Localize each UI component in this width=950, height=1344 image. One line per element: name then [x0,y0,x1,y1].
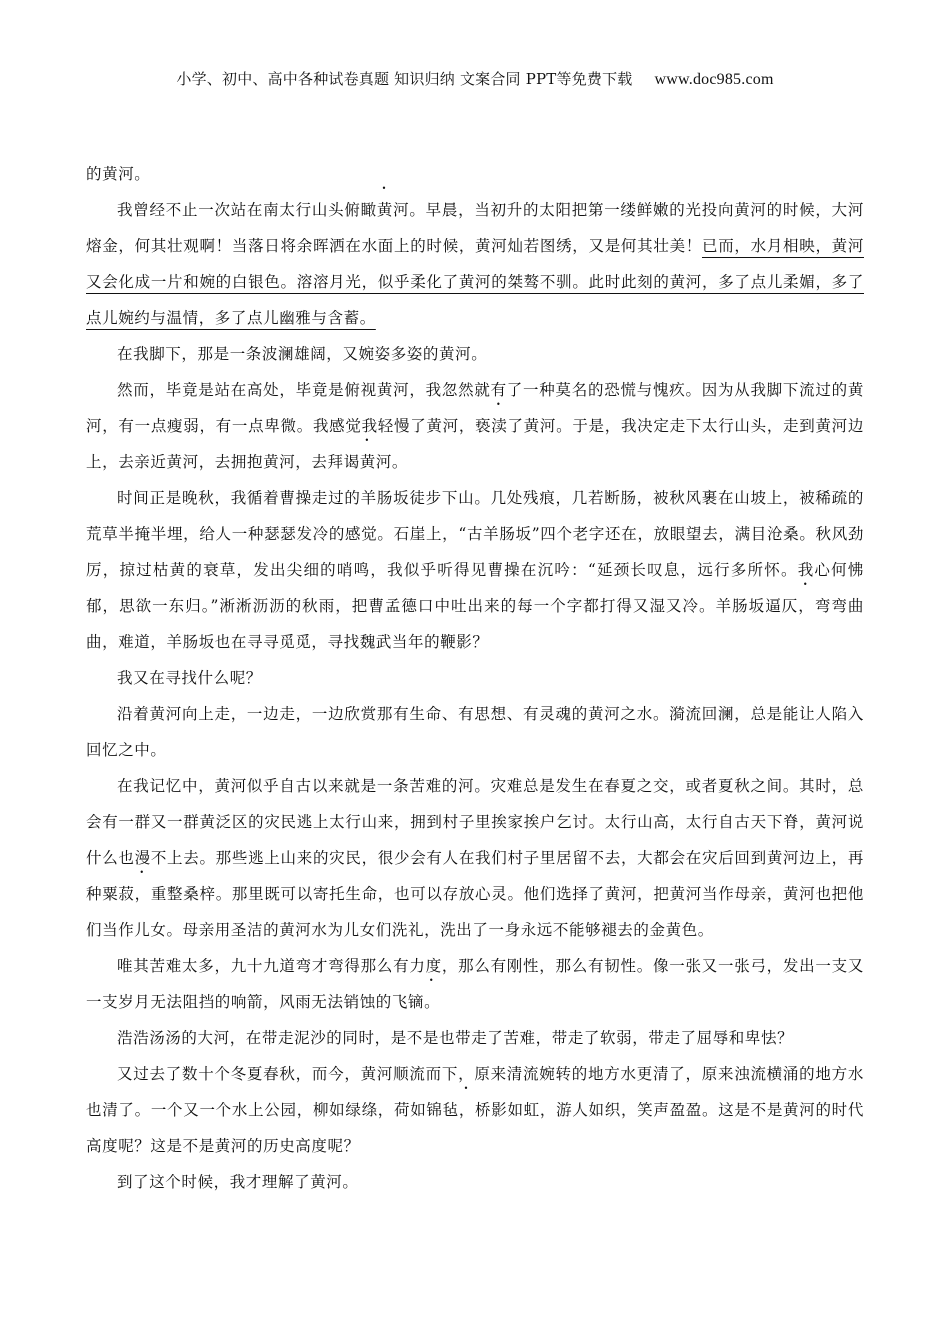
paragraph [86,156,864,192]
dotted-char: 镝 [408,993,425,1011]
dotted-char: 毡 [442,1101,459,1119]
paragraph-text: 黄河。 [359,453,409,471]
page-header [0,68,950,89]
paragraph-text: 然而，毕竟是站在高处，毕竟是俯视黄河，我忽然就有了一种莫名的恐慌与愧疚。因为从我脚下流过的黄河，有一点瘦弱，有一点卑微。我感觉我轻慢了黄河， [86,381,864,435]
paragraph-text: 我又在寻找什么呢？ [117,669,262,687]
paragraph [86,696,864,768]
paragraph-text: 时间正是晚秋，我循着曹操走过的羊肠坂徒步下山。几处残痕，几若断肠，被秋风裹在山坡上，被稀疏的荒草半掩半埋，给人一种瑟瑟发冷的感觉。石崖上，“古羊肠坂”四个老字还在，放眼望去，满目沧桑。秋风劲厉，掠过枯黄的衰草，发出尖细的哨鸣，我似乎听得见曹操在沉吟：“延颈长叹息，远行多所怀。我心何怫郁，思欲一东归。”淅淅沥沥的秋雨，把曹孟德口中吐出来的每一个字都打得又湿又冷。羊肠坂逼 [86,489,864,615]
paragraph [86,1056,864,1164]
paragraph-text: 在我记忆中，黄河似乎自古以来就是一条苦难的河。灾难总是发生在春夏之交，或者夏秋之间。其时，总会有一群又一群黄泛区的灾民逃上太行山来，拥到村子里挨家挨户乞讨。太行山高，太行自古天下脊，黄河说什么也漫不上去。那些逃上山来的灾民，很少会有人在我们村子里居留不去，大都会在灾后回到黄河边上，再种粟 [86,777,864,903]
paragraph-text: 黄河。早晨，当初升的太阳把第一缕鲜嫩的光投向黄河的时候，大河熔金，何其壮观啊！当落日将余晖洒在水面上的时候，黄河灿若图绣，又是何其壮美！ [86,201,864,255]
paragraph-text: 。 [424,993,441,1011]
paragraph-text: 浩浩汤汤的大河，在带走泥沙的同时，是不是也带走了苦难，带走了软弱，带走了屈辱和卑怯？ [117,1029,794,1047]
article-body [86,156,864,1200]
paragraph-text: 沿着黄河向上走，一边走，一边欣赏那有生命、有思想、有灵魂的黄河之水。漪流回澜，总是能让人陷入回忆之中。 [86,705,864,759]
paragraph-text: ，重整桑梓。那里既可以寄托生命，也可以存放心灵。他们选择了黄河，把黄河当作母亲，黄河也把他们当作儿女。母亲用圣洁的黄河水为儿女们洗礼，洗出了一身永远不能够褪去的金黄色。 [86,885,864,939]
paragraph-text: ，桥影如虹，游人如织，笑声盈盈。这是不是黄河的时代高度呢？这是不是黄河的历史高度呢？ [86,1101,864,1155]
dotted-char: 亵 [475,417,492,435]
paragraph-text: ，弯弯曲曲，难道，羊肠坂也在寻寻觅觅，寻找魏武当年的鞭影？ [86,597,864,651]
underlined-sentence: 已而，水月相映，黄河又会化成一片和婉的白银色。溶溶月光，似乎柔化了黄河的桀骜不驯。此时此刻的黄河，多了点儿柔媚，多了点儿婉约与温情，多了点儿幽雅与含蓄。 [86,237,864,327]
paragraph-text: 的黄河。 [86,165,151,183]
paragraph [86,1164,864,1200]
paragraph-text: 我曾经不止一次站在南太行山头俯 [117,201,361,219]
paragraph-text: 到了这个时候，我才理解了黄河。 [117,1173,359,1191]
header-text: 小学、初中、高中各种试卷真题 知识归纳 文案合同 PPT等免费下载 [176,70,633,88]
paragraph [86,948,864,1020]
paragraph-text: 在我脚下，那是一条波澜雄阔，又婉姿多姿的黄河。 [117,345,488,363]
paragraph [86,1020,864,1056]
paragraph [86,372,864,480]
paragraph [86,336,864,372]
paragraph [86,192,864,336]
paragraph-text: 唯其苦难太多，九十九道弯才弯得那么有力度，那么有刚性，那么有韧性。像一张又一张弓，发出一支又一支岁月无法阻挡的响箭，风雨无法销蚀的飞 [86,957,864,1011]
paragraph [86,480,864,660]
paragraph [86,660,864,696]
paragraph-text: 又过去了数十个冬夏春秋，而今，黄河顺流而下，原来清流婉转的地方水更清了，原来浊流横涌的地方水也清了。一个又一个水上公园，柳如绿绦，荷如锦 [86,1065,864,1119]
paragraph [86,768,864,948]
header-site: www.doc985.com [654,71,774,88]
paragraph-text: 渎了黄河。于是，我决定走下太行山头，走到黄河边上，去亲近黄河，去拥抱黄河，去拜 [86,417,864,471]
dotted-char: 谒 [343,453,360,471]
dotted-char: 瞰 [360,201,377,219]
dotted-char: 仄 [781,597,799,615]
dotted-char: 菽 [118,885,135,903]
